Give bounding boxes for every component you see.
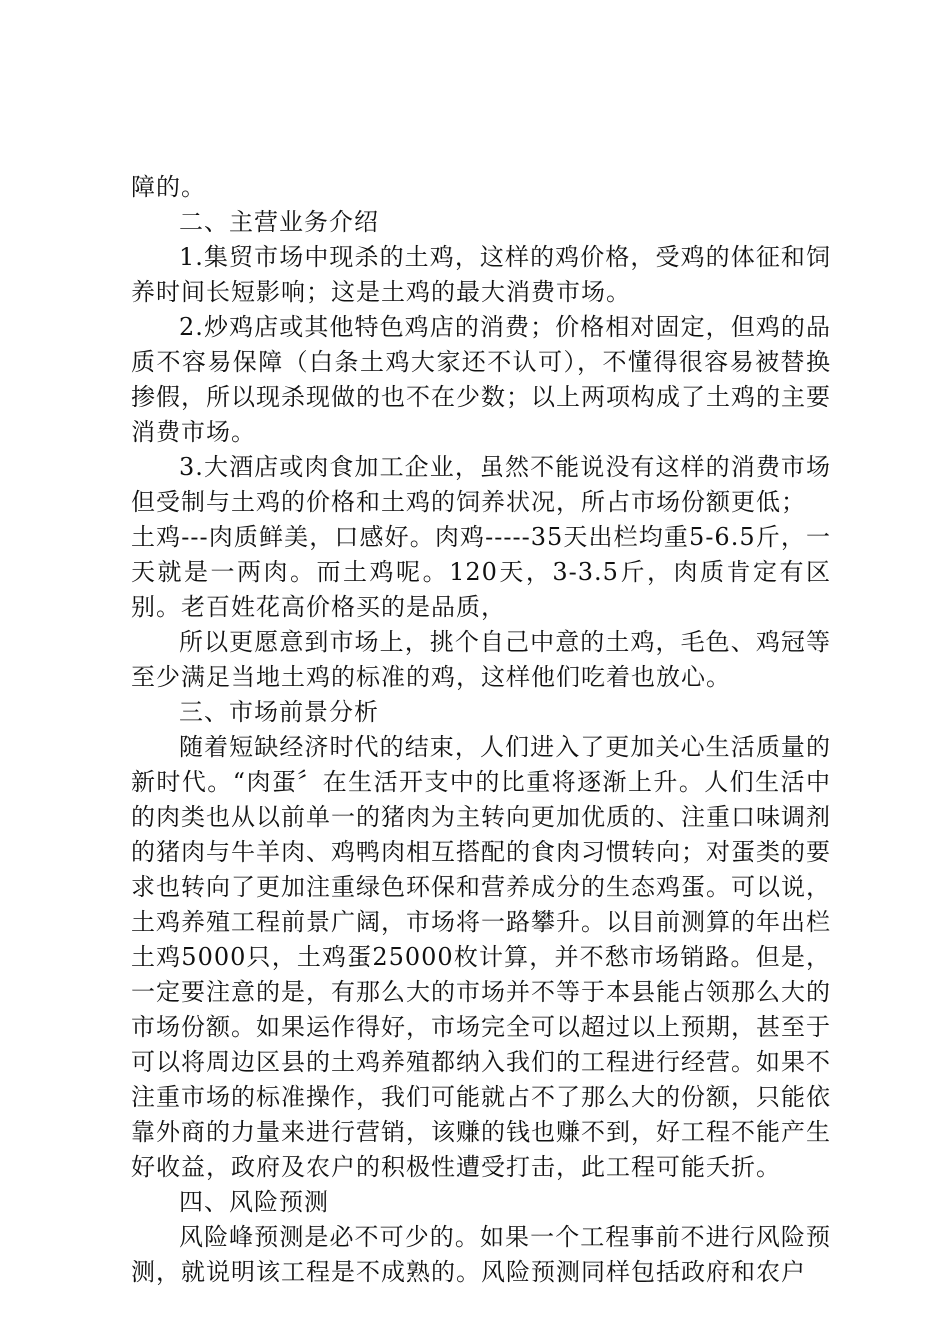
- paragraph-comparison: 土鸡---肉质鲜美，口感好。肉鸡-----35天出栏均重5-6.5斤，一天就是一两肉。而土鸡呢。120天，3-3.5斤，肉质肯定有区别。老百姓花高价格买的是品质，: [131, 523, 831, 621]
- paragraph-market-outlook: 随着短缺经济时代的结束，人们进入了更加关心生活质量的新时代。“肉蛋〞在生活开支中的比重将逐渐上升。人们生活中的肉类也从以前单一的猪肉为主转向更加优质的、注重口味调剂的猪肉与牛羊肉、鸡鸭肉相互搭配的食肉习惯转向；对蛋类的要求也转向了更加注重绿色环保和营养成分的生态鸡蛋。可以说，土鸡养殖工程前景广阔，市场将一路攀升。以目前测算的年出栏土鸡5000只，土鸡蛋25000枚计算，并不愁市场销路。但是，一定要注意的是，有那么大的市场并不等于本县能占领那么大的市场份额。如果运作得好，市场完全可以超过以上预期，甚至于可以将周边区县的土鸡养殖都纳入我们的工程进行经营。如果不注重市场的标准操作，我们可能就占不了那么大的份额，只能依靠外商的力量来进行营销，该赚的钱也赚不到，好工程不能产生好收益，政府及农户的积极性遭受打击，此工程可能夭折。: [131, 733, 831, 1181]
- paragraph-consumer-preference: 所以更愿意到市场上，挑个自己中意的土鸡，毛色、鸡冠等至少满足当地土鸡的标准的鸡，这样他们吃着也放心。: [131, 628, 831, 691]
- paragraph-hotels-processing: 3.大酒店或肉食加工企业，虽然不能说没有这样的消费市场但受制与土鸡的价格和土鸡的饲养状况，所占市场份额更低；: [131, 453, 831, 516]
- paragraph-continuation: 障的。: [131, 173, 206, 201]
- section-heading-risk: 四、风险预测: [179, 1188, 329, 1216]
- section-heading-main-business: 二、主营业务介绍: [179, 208, 379, 236]
- document-body: [131, 170, 831, 1290]
- paragraph-chicken-restaurants: 2.炒鸡店或其他特色鸡店的消费；价格相对固定，但鸡的品质不容易保障（白条土鸡大家还不认可），不懂得很容易被替换掺假，所以现杀现做的也不在少数；以上两项构成了土鸡的主要消费市场。: [131, 313, 831, 446]
- section-heading-market-outlook: 三、市场前景分析: [179, 698, 379, 726]
- paragraph-market-fair: 1.集贸市场中现杀的土鸡，这样的鸡价格，受鸡的体征和饲养时间长短影响；这是土鸡的最大消费市场。: [131, 243, 831, 306]
- paragraph-risk: 风险峰预测是必不可少的。如果一个工程事前不进行风险预测，就说明该工程是不成熟的。风险预测同样包括政府和农户: [131, 1223, 831, 1286]
